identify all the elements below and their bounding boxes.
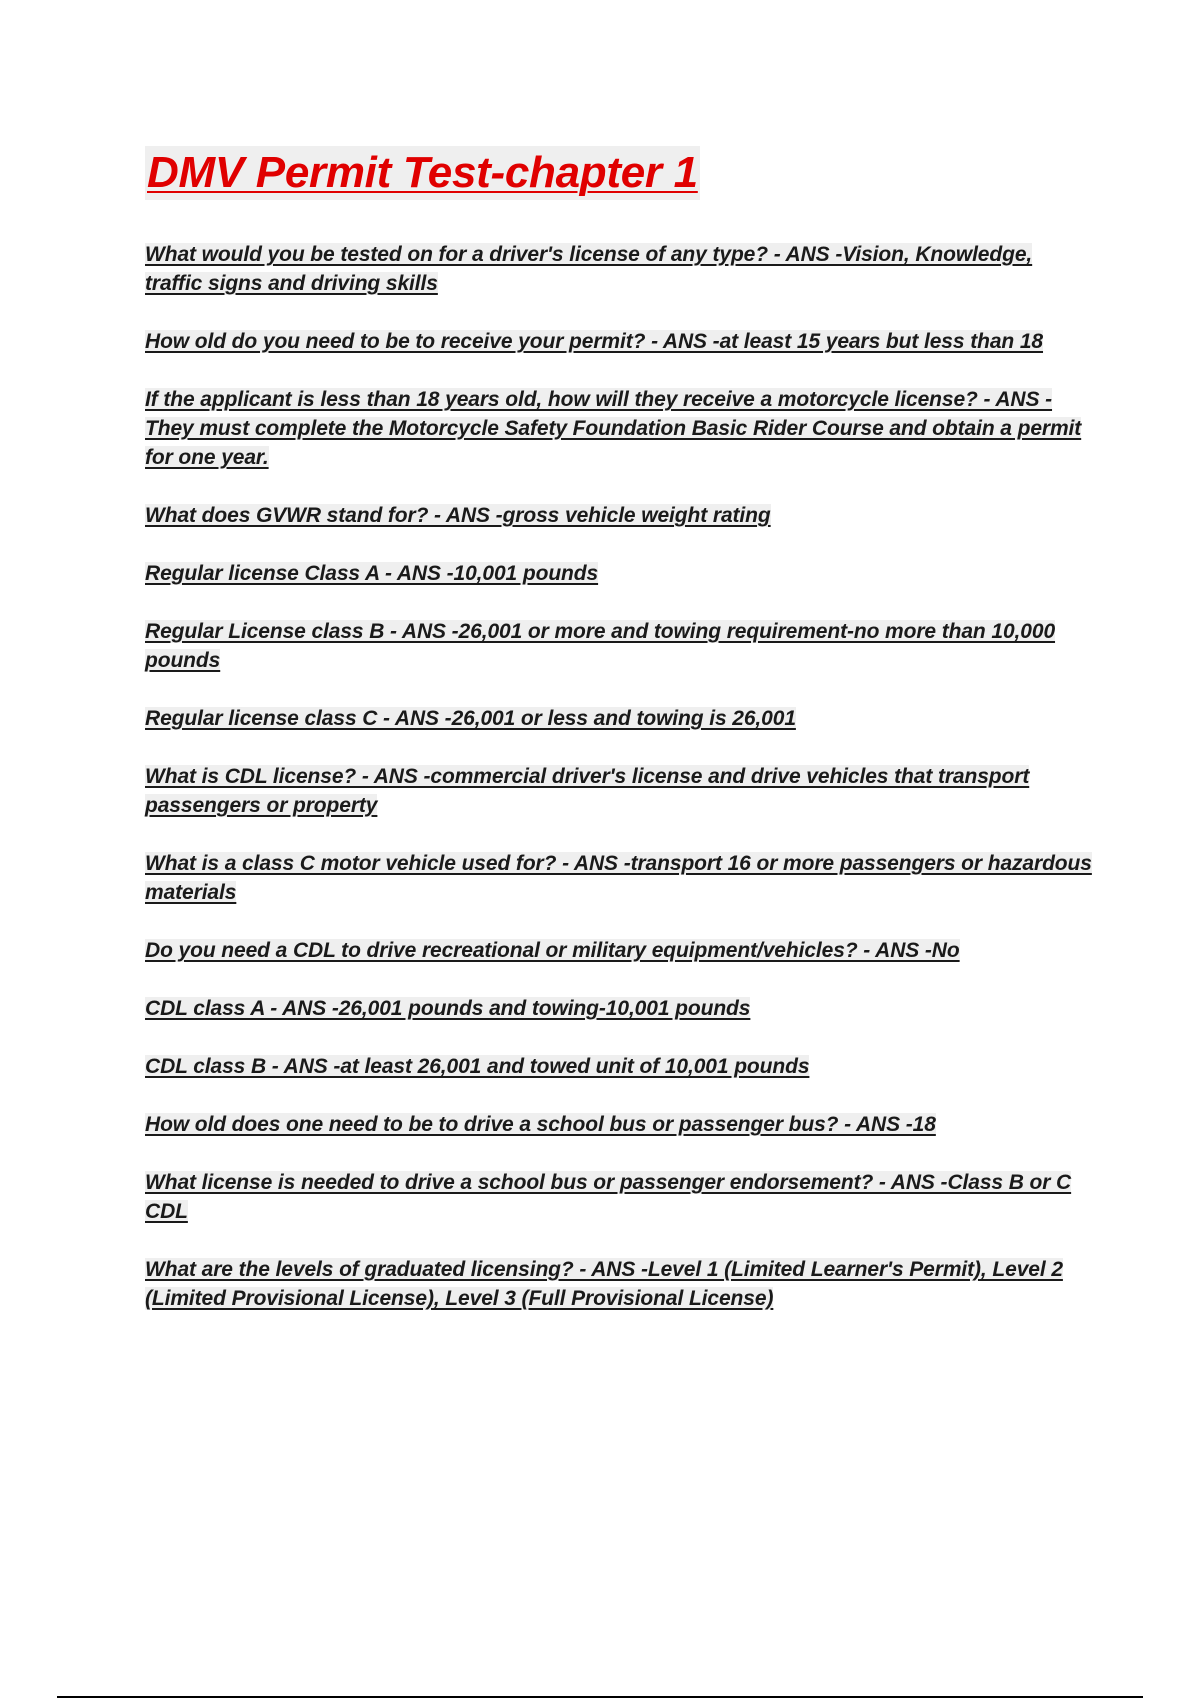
qa-item <box>145 559 1095 588</box>
qa-item <box>145 1110 1095 1139</box>
qa-text: What does GVWR stand for? - ANS -gross vehicle weight rating <box>145 504 771 527</box>
qa-text: What is CDL license? - ANS -commercial driver's license and drive vehicles that transport passengers or property <box>145 765 1030 817</box>
qa-text: CDL class B - ANS -at least 26,001 and towed unit of 10,001 pounds <box>145 1055 810 1078</box>
qa-list <box>145 240 1095 1342</box>
qa-text: Regular License class B - ANS -26,001 or more and towing requirement-no more than 10,000 pounds <box>145 620 1056 672</box>
qa-text: Do you need a CDL to drive recreational or military equipment/vehicles? - ANS -No <box>145 939 960 962</box>
title-block <box>145 146 700 200</box>
qa-item <box>145 501 1095 530</box>
qa-text: How old do you need to be to receive your permit? - ANS -at least 15 years but less than 18 <box>145 330 1044 353</box>
qa-item <box>145 1168 1095 1226</box>
qa-item <box>145 762 1095 820</box>
qa-text: Regular license Class A - ANS -10,001 pounds <box>145 562 599 585</box>
qa-item <box>145 704 1095 733</box>
qa-item <box>145 617 1095 675</box>
qa-text: What is a class C motor vehicle used for? - ANS -transport 16 or more passengers or hazardous materials <box>145 852 1092 904</box>
qa-text: What would you be tested on for a driver's license of any type? - ANS -Vision, Knowledge, traffic signs and driving skills <box>145 243 1033 295</box>
qa-text: How old does one need to be to drive a school bus or passenger bus? - ANS -18 <box>145 1113 936 1136</box>
qa-text: CDL class A - ANS -26,001 pounds and towing-10,001 pounds <box>145 997 751 1020</box>
qa-item <box>145 994 1095 1023</box>
qa-text: What license is needed to drive a school bus or passenger endorsement? - ANS -Class B or C CDL <box>145 1171 1072 1223</box>
document-title: DMV Permit Test-chapter 1 <box>145 146 700 200</box>
qa-item <box>145 1052 1095 1081</box>
qa-text: Regular license class C - ANS -26,001 or less and towing is 26,001 <box>145 707 796 730</box>
qa-item <box>145 240 1095 298</box>
qa-text: If the applicant is less than 18 years old, how will they receive a motorcycle license? - ANS -They must complete the Motorcycle Safety Foundation Basic Rider Course and obtain a permit for one year. <box>145 388 1082 469</box>
footer-divider <box>57 1696 1143 1698</box>
qa-item <box>145 385 1095 472</box>
qa-item <box>145 936 1095 965</box>
qa-item <box>145 849 1095 907</box>
qa-item <box>145 327 1095 356</box>
qa-item <box>145 1255 1095 1313</box>
qa-text: What are the levels of graduated licensing? - ANS -Level 1 (Limited Learner's Permit), Level 2 (Limited Provisional License), Level 3 (Full Provisional License) <box>145 1258 1063 1310</box>
